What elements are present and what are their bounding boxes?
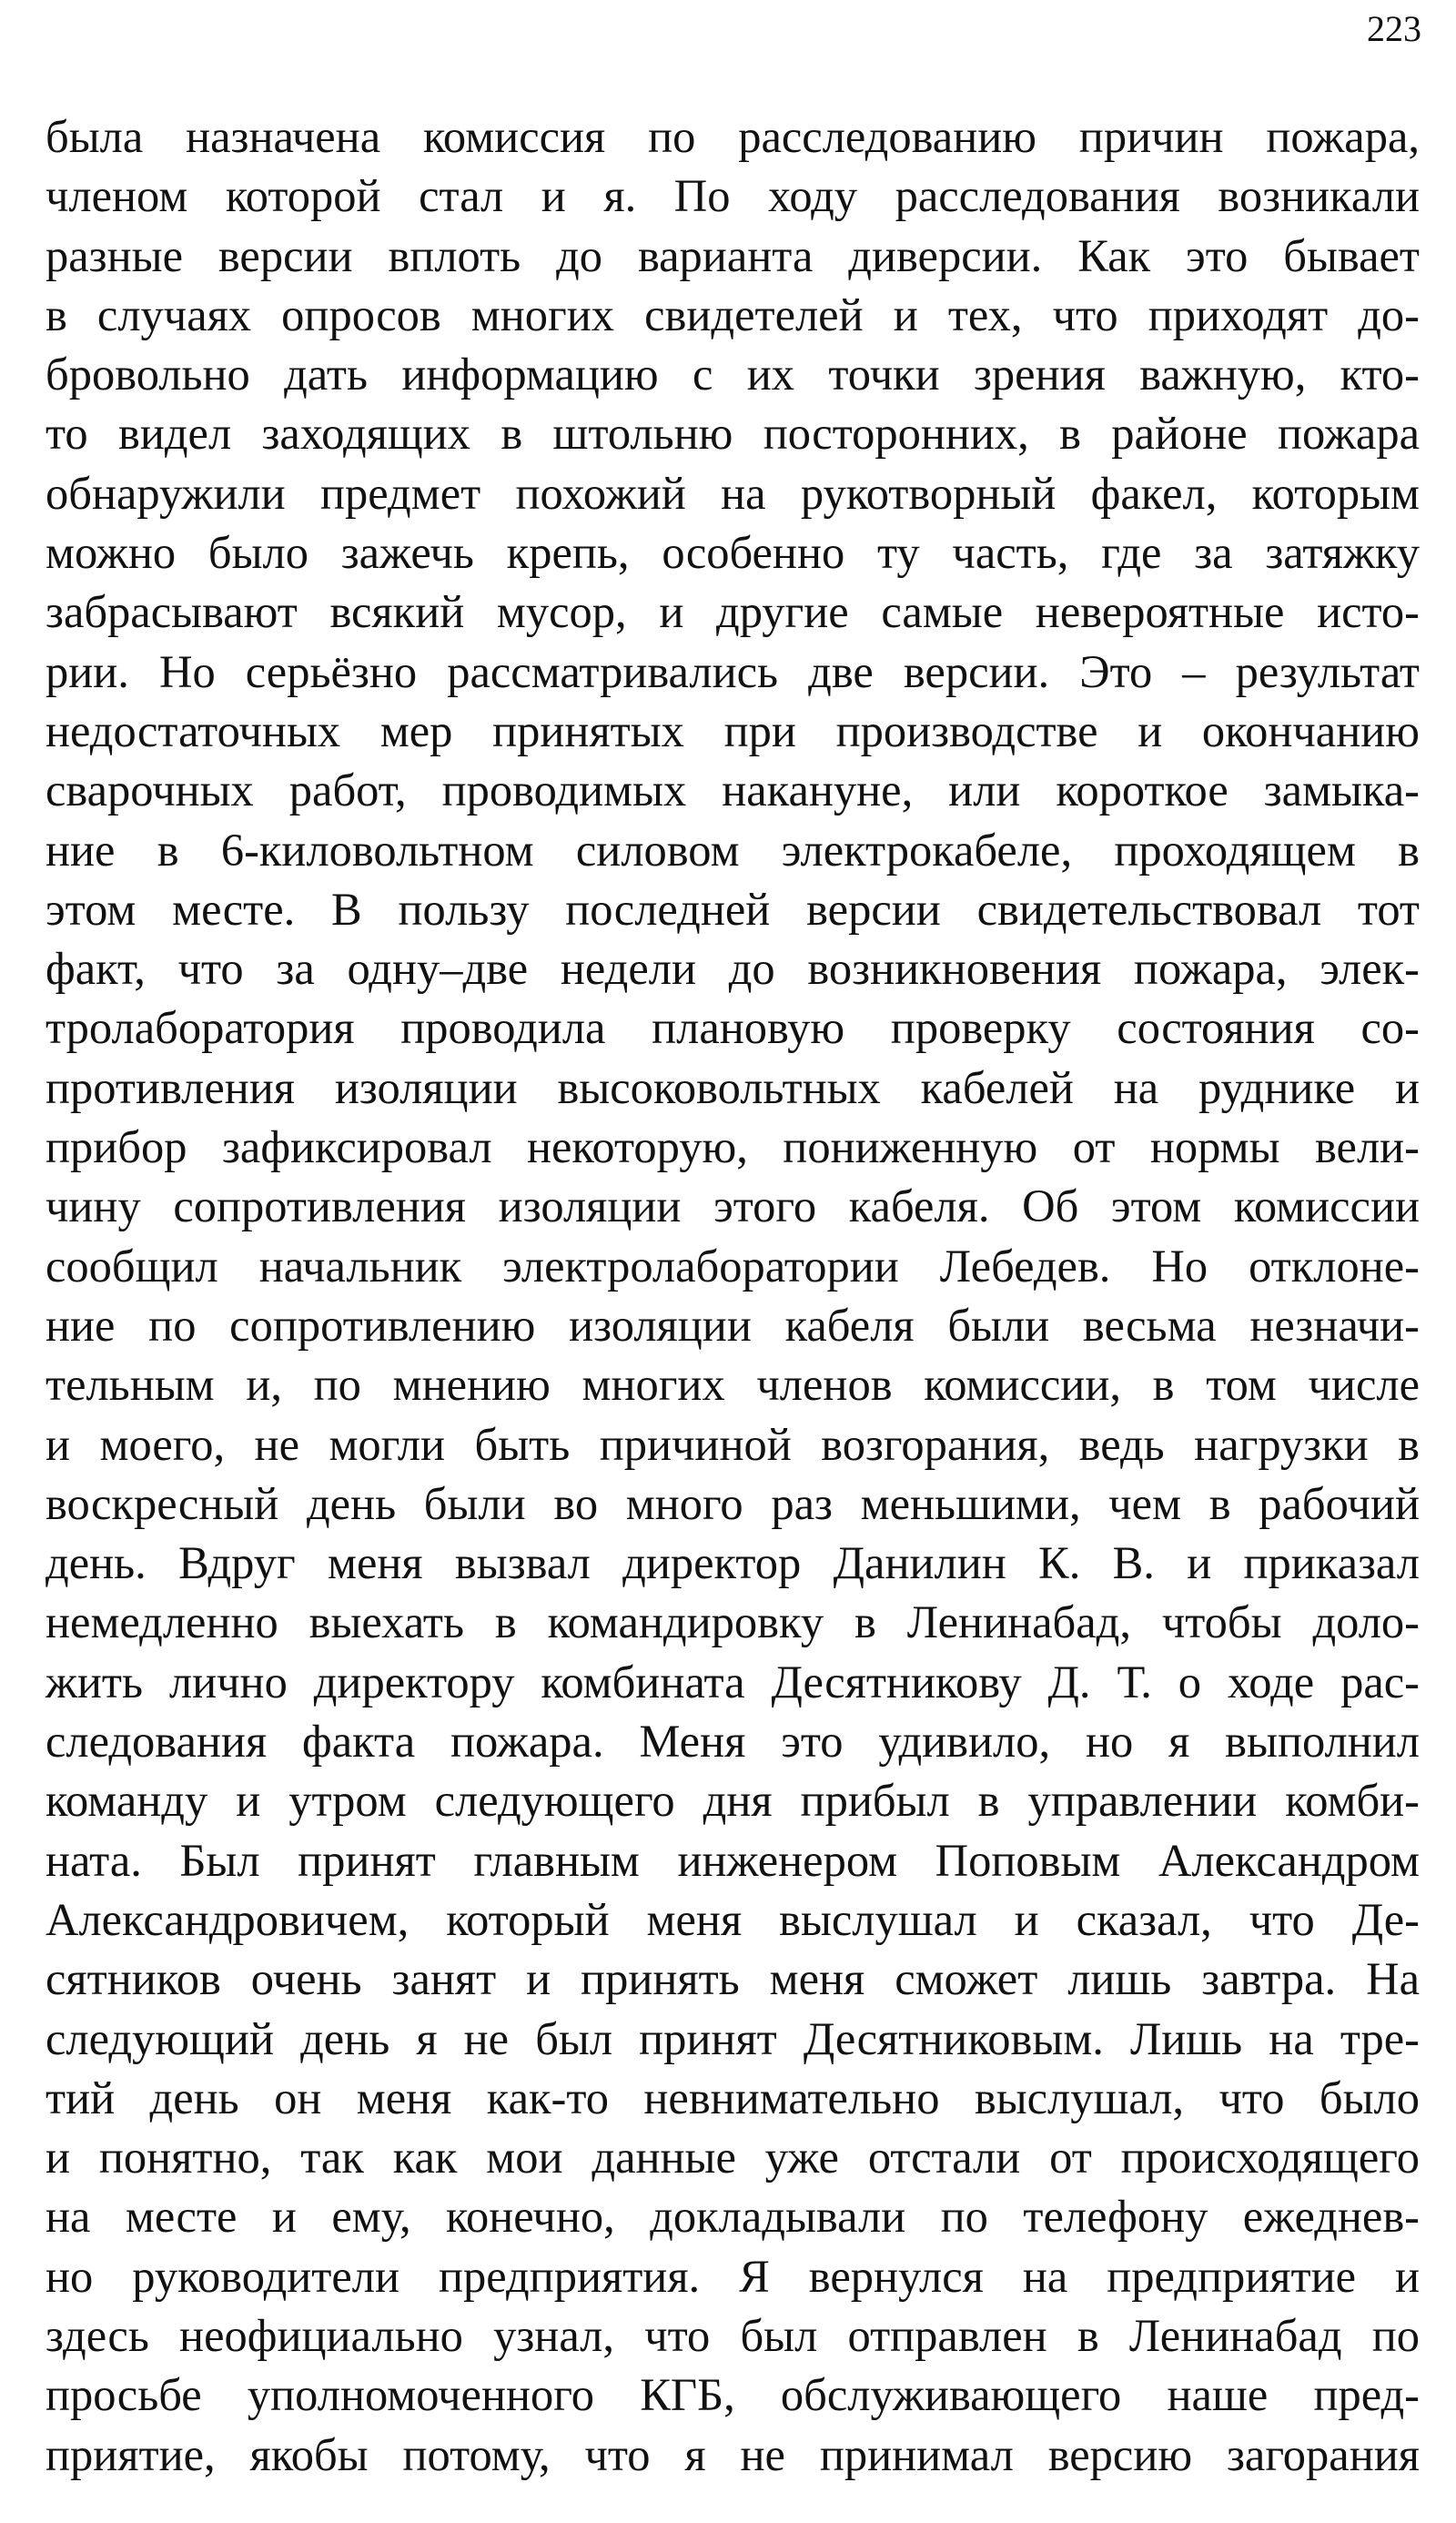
text-line: этом месте. В пользу последней версии свидетельствовал тот <box>46 883 1420 935</box>
text-line: но руководители предприятия. Я вернулся на предприятие и <box>46 2250 1420 2302</box>
text-line: здесь неофициально узнал, что был отправлен в Ленинабад по <box>46 2309 1420 2361</box>
text-line: на месте и ему, конечно, докладывали по телефону ежеднев- <box>46 2191 1420 2243</box>
text-line: сообщил начальник электролаборатории Лебедев. Но отклоне- <box>46 1240 1420 1292</box>
page-number: 223 <box>1367 8 1421 49</box>
text-line: и моего, не могли быть причиной возгорания, ведь нагрузки в <box>46 1418 1420 1470</box>
text-line: членом которой стал и я. По ходу расследования возникали <box>46 170 1420 222</box>
text-line: жить лично директору комбината Десятникову Д. Т. о ходе рас- <box>46 1656 1420 1707</box>
text-line: сварочных работ, проводимых накануне, или короткое замыка- <box>46 765 1420 816</box>
text-line: тельным и, по мнению многих членов комиссии, в том числе <box>46 1359 1420 1411</box>
text-line: забрасывают всякий мусор, и другие самые невероятные исто- <box>46 586 1420 638</box>
text-line: разные версии вплоть до варианта диверсии. Как это бывает <box>46 229 1420 281</box>
text-line: тий день он меня как-то невнимательно выслушал, что было <box>46 2072 1420 2123</box>
text-line: ната. Был принят главным инженером Поповым Александром <box>46 1834 1420 1886</box>
text-line: тролаборатория проводила плановую проверку состояния со- <box>46 1002 1420 1054</box>
text-line: и понятно, так как мои данные уже отстали от происходящего <box>46 2132 1420 2184</box>
text-line: следования факта пожара. Меня это удивило, но я выполнил <box>46 1716 1420 1768</box>
body-text <box>46 107 1420 2485</box>
text-line: ние в 6-киловольтном силовом электрокабеле, проходящем в <box>46 824 1420 876</box>
text-line: просьбе уполномоченного КГБ, обслуживающего наше пред- <box>46 2369 1420 2421</box>
text-line: команду и утром следующего дня прибыл в управлении комби- <box>46 1775 1420 1827</box>
text-line: немедленно выехать в командировку в Ленинабад, чтобы доло- <box>46 1596 1420 1648</box>
text-line: ние по сопротивлению изоляции кабеля были весьма незначи- <box>46 1299 1420 1351</box>
text-line: недостаточных мер принятых при производстве и окончанию <box>46 704 1420 756</box>
text-line: противления изоляции высоковольтных кабелей на руднике и <box>46 1061 1420 1113</box>
text-line: день. Вдруг меня вызвал директор Данилин К. В. и приказал <box>46 1537 1420 1589</box>
text-line: в случаях опросов многих свидетелей и тех, что приходят до- <box>46 289 1420 340</box>
text-line: Александровичем, который меня выслушал и сказал, что Де- <box>46 1893 1420 1945</box>
text-line: приятие, якобы потому, что я не принимал версию загорания <box>46 2428 1420 2480</box>
text-line: следующий день я не был принят Десятниковым. Лишь на тре- <box>46 2012 1420 2064</box>
text-line: прибор зафиксировал некоторую, пониженную от нормы вели- <box>46 1121 1420 1173</box>
text-line: то видел заходящих в штольню посторонних, в районе пожара <box>46 408 1420 460</box>
text-line: обнаружили предмет похожий на рукотворный факел, которым <box>46 467 1420 519</box>
text-line: можно было зажечь крепь, особенно ту часть, где за затяжку <box>46 527 1420 579</box>
text-line: чину сопротивления изоляции этого кабеля. Об этом комиссии <box>46 1180 1420 1232</box>
text-line: бровольно дать информацию с их точки зрения важную, кто- <box>46 349 1420 400</box>
text-line: рии. Но серьёзно рассматривались две версии. Это – результат <box>46 645 1420 697</box>
text-line: сятников очень занят и принять меня сможет лишь завтра. На <box>46 1953 1420 2005</box>
text-line: была назначена комиссия по расследованию причин пожара, <box>46 111 1420 162</box>
text-line: факт, что за одну–две недели до возникновения пожара, элек- <box>46 943 1420 995</box>
text-line: воскресный день были во много раз меньшими, чем в рабочий <box>46 1477 1420 1529</box>
